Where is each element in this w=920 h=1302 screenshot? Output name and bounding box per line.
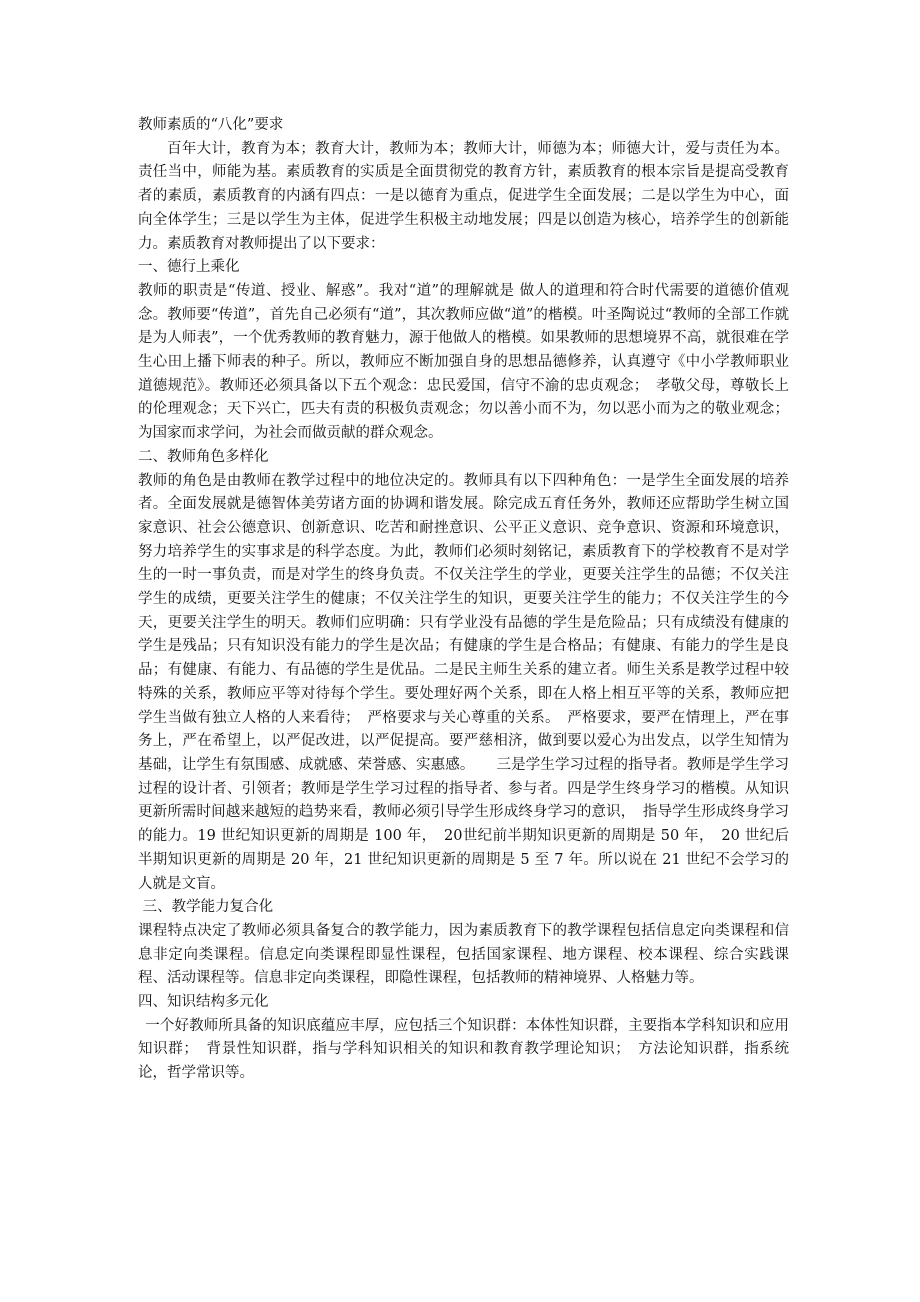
section-body-4: 一个好教师所具备的知识底蕴应丰厚，应包括三个知识群：本体性知识群，主要指本学科知识和应用知识群； 背景性知识群，指与学科知识相关的知识和教育教学理论知识； 方法论知识群，指系统论，哲学常识等。 xyxy=(138,1017,789,1082)
section-heading-1: 一、德行上乘化 xyxy=(138,259,240,276)
section-heading-2: 二、教师角色多样化 xyxy=(138,448,269,465)
section-body-2: 教师的角色是由教师在教学过程中的地位决定的。教师具有以下四种角色：一是学生全面发展的培养者。全面发展就是德智体美劳诸方面的协调和谐发展。除完成五育任务外，教师还应帮助学生树立国家意识、社会公德意识、创新意识、吃苦和耐挫意识、公平正义意识、竞争意识、资源和环境意识，努力培养学生的实事求是的科学态度。为此，教师们必须时刻铭记，素质教育下的学校教育不是对学生的一时一事负责，而是对学生的终身负责。不仅关注学生的学业，更要关注学生的品德；不仅关注学生的成绩，更要关注学生的健康；不仅关注学生的知识，更要关注学生的能力；不仅关注学生的今天，更要关注学生的明天。教师们应明确：只有学业没有品德的学生是危险品；只有成绩没有健康的学生是残品；只有知识没有能力的学生是次品；有健康的学生是合格品；有健康、有能力的学生是良品；有健康、有能力、有品德的学生是优品。二是民主师生关系的建立者。师生关系是教学过程中较特殊的关系，教师应平等对待每个学生。要处理好两个关系，即在人格上相互平等的关系，教师应把学生当做有独立人格的人来看待； 严格要求与关心尊重的关系。 严格要求，要严在情理上，严在事务上，严在希望上，以严促改进，以严促提高。要严慈相济，做到要以爱心为出发点，以学生知情为基础，让学生有氛围感、成就感、荣誉感、实惠感。 三是学生学习过程的指导者。教师是学生学习过程的设计者、引领者；教师是学生学习过程的指导者、参与者。四是学生终身学习的楷模。从知识更新所需时间越来越短的趋势来看，教师必须引导学生形成终身学习的意识， 指导学生形成终身学习的能力。19 世纪知识更新的周期是 100 年， 20世纪前半期知识更新的周期是 50 年， 20 世纪后半期知识更新的周期是 20 年，21 世纪知识更新的周期是 5 至 7 年。所以说在 21 世纪不会学习的人就是文盲。 xyxy=(138,472,789,892)
intro-paragraph: 百年大计，教育为本；教育大计，教师为本；教师大计，师德为本；师德大计，爱与责任为本。责任当中，师能为基。素质教育的实质是全面贯彻党的教育方针，素质教育的根本宗旨是提高受教育者的素质，素质教育的内涵有四点：一是以德育为重点，促进学生全面发展；二是以学生为中心，面向全体学生；三是以学生为主体，促进学生积极主动地发展；四是以创造为核心，培养学生的创新能力。素质教育对教师提出了以下要求： xyxy=(138,140,789,252)
section-heading-3: 三、教学能力复合化 xyxy=(138,899,274,916)
section-body-1: 教师的职责是“传道、授业、解惑”。我对“道”的理解就是 做人的道理和符合时代需要的道德价值观念。教师要“传道”，首先自己必须有“道”，其次教师应做“道”的楷模。叶圣陶说过“教师的全部工作就是为人师表”，一个优秀教师的教育魅力，源于他做人的楷模。如果教师的思想境界不高，就很难在学生心田上播下师表的种子。所以，教师应不断加强自身的思想品德修养，认真遵守《中小学教师职业道德规范》。教师还必须具备以下五个观念：忠民爱国，信守不渝的忠贞观念； 孝敬父母，尊敬长上的伦理观念；天下兴亡，匹夫有责的积极负责观念；勿以善小而不为，勿以恶小而为之的敬业观念；为国家而求学问，为社会而做贡献的群众观念。 xyxy=(138,282,789,442)
section-body-3: 课程特点决定了教师必须具备复合的教学能力，因为素质教育下的教学课程包括信息定向类课程和信息非定向类课程。信息定向类课程即显性课程，包括国家课程、地方课程、校本课程、综合实践课程、活动课程等。信息非定向类课程，即隐性课程，包括教师的精神境界、人格魅力等。 xyxy=(138,922,789,987)
document-title: 教师素质的“八化”要求 xyxy=(138,117,284,133)
document-page xyxy=(138,114,789,1086)
section-heading-4: 四、知识结构多元化 xyxy=(138,994,269,1011)
